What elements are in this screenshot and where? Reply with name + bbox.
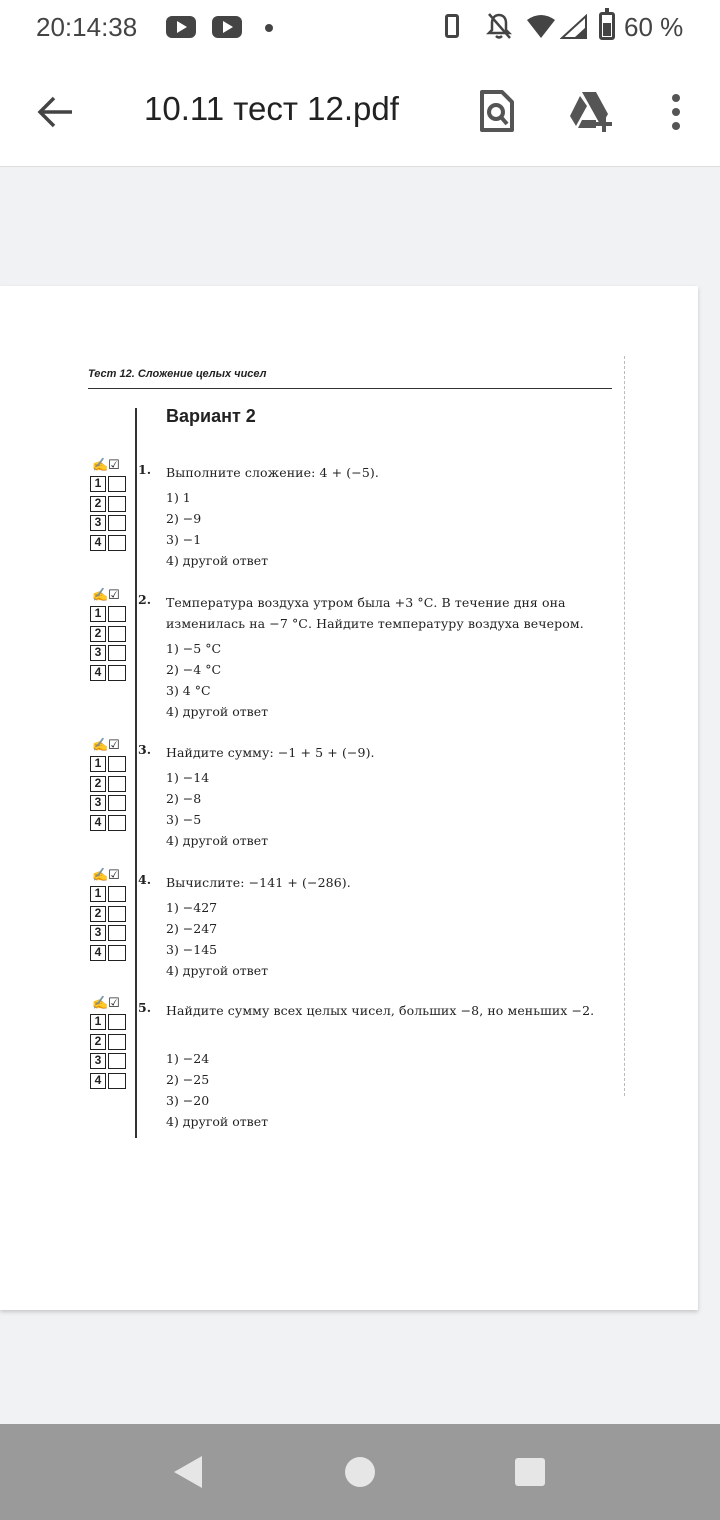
answer-boxes: [90, 1014, 126, 1092]
pdf-page: [0, 286, 698, 1310]
pencil-check-icon: ✍☑: [92, 458, 120, 473]
answer-checkbox: [108, 906, 126, 922]
answer-boxes: [90, 756, 126, 834]
header-rule: [88, 388, 612, 389]
answer-number: 3: [90, 515, 106, 531]
wifi-icon: [526, 14, 556, 40]
option: 4) другой ответ: [166, 963, 269, 978]
answer-number: 2: [90, 906, 106, 922]
option: 3) −1: [166, 532, 202, 547]
option: 1) −14: [166, 770, 210, 785]
option: 2) −4 °С: [166, 662, 222, 677]
back-triangle-icon[interactable]: [174, 1456, 202, 1488]
options-list: [166, 638, 268, 722]
answer-checkbox: [108, 606, 126, 622]
answer-checkbox: [108, 645, 126, 661]
answer-number: 4: [90, 665, 106, 681]
answer-number: 2: [90, 776, 106, 792]
answer-checkbox: [108, 626, 126, 642]
margin-rule: [135, 408, 137, 1138]
answer-checkbox: [108, 535, 126, 551]
youtube-icon: [212, 16, 242, 38]
nav-bar: [0, 1424, 720, 1520]
back-arrow-icon[interactable]: [36, 92, 76, 132]
answer-checkbox: [108, 925, 126, 941]
option: 1) −427: [166, 900, 218, 915]
answer-checkbox: [108, 1073, 126, 1089]
answer-number: 3: [90, 645, 106, 661]
option: 3) −5: [166, 812, 202, 827]
question-text: Найдите сумму: −1 + 5 + (−9).: [166, 745, 375, 760]
answer-boxes: [90, 886, 126, 964]
option: 4) другой ответ: [166, 833, 269, 848]
answer-number: 2: [90, 1034, 106, 1050]
answer-number: 3: [90, 795, 106, 811]
answer-number: 2: [90, 626, 106, 642]
question-number: 3.: [138, 742, 152, 757]
pencil-check-icon: ✍☑: [92, 996, 120, 1011]
app-bar: [0, 56, 720, 167]
signal-icon: [560, 14, 588, 40]
question-text: Найдите сумму всех целых чисел, больших −8, но меньших −2.: [166, 1003, 595, 1018]
option: 2) −8: [166, 791, 202, 806]
bell-off-icon: [486, 12, 512, 40]
home-circle-icon[interactable]: [345, 1457, 375, 1487]
answer-checkbox: [108, 665, 126, 681]
recents-square-icon[interactable]: [515, 1458, 545, 1486]
option: 4) другой ответ: [166, 1114, 269, 1129]
options-list: [166, 1048, 268, 1132]
question-text: Выполните сложение: 4 + (−5).: [166, 465, 379, 480]
pencil-check-icon: ✍☑: [92, 868, 120, 883]
variant-title: Вариант 2: [166, 406, 256, 426]
answer-number: 3: [90, 925, 106, 941]
answer-number: 1: [90, 1014, 106, 1030]
answer-number: 2: [90, 496, 106, 512]
answer-checkbox: [108, 795, 126, 811]
answer-number: 4: [90, 945, 106, 961]
test-header: Тест 12. Сложение целых чисел: [88, 368, 267, 380]
answer-number: 3: [90, 1053, 106, 1069]
answer-checkbox: [108, 1034, 126, 1050]
drive-add-icon[interactable]: [568, 88, 614, 134]
question-text: Вычислите: −141 + (−286).: [166, 875, 351, 890]
question-number: 1.: [138, 462, 152, 477]
options-list: [166, 897, 268, 981]
find-in-page-icon[interactable]: [474, 88, 520, 134]
answer-boxes: [90, 606, 126, 684]
option: 1) −24: [166, 1051, 210, 1066]
option: 2) −25: [166, 1072, 210, 1087]
question-number: 4.: [138, 872, 152, 887]
answer-number: 4: [90, 535, 106, 551]
question-number: 2.: [138, 592, 152, 607]
youtube-icon: [166, 16, 196, 38]
document-title: 10.11 тест 12.pdf: [144, 90, 399, 127]
status-bar: [0, 0, 720, 56]
answer-checkbox: [108, 515, 126, 531]
option: 3) −20: [166, 1093, 210, 1108]
answer-checkbox: [108, 1014, 126, 1030]
option: 1) −5 °С: [166, 641, 222, 656]
answer-number: 1: [90, 476, 106, 492]
answer-number: 1: [90, 886, 106, 902]
option: 1) 1: [166, 490, 191, 505]
answer-checkbox: [108, 1053, 126, 1069]
answer-number: 4: [90, 815, 106, 831]
answer-checkbox: [108, 756, 126, 772]
battery-icon: [599, 12, 615, 40]
option: 4) другой ответ: [166, 553, 269, 568]
more-vert-icon[interactable]: [668, 94, 684, 134]
dot-icon: [265, 24, 273, 32]
question-number: 5.: [138, 1000, 152, 1015]
answer-boxes: [90, 476, 126, 554]
page-edge-dashes: [624, 356, 625, 1096]
option: 3) 4 °С: [166, 683, 211, 698]
pencil-check-icon: ✍☑: [92, 738, 120, 753]
pencil-check-icon: ✍☑: [92, 588, 120, 603]
answer-checkbox: [108, 496, 126, 512]
phone-icon: [445, 14, 459, 38]
option: 4) другой ответ: [166, 704, 269, 719]
answer-checkbox: [108, 886, 126, 902]
answer-checkbox: [108, 945, 126, 961]
answer-number: 1: [90, 756, 106, 772]
battery-percent: 60 %: [624, 12, 684, 42]
option: 2) −9: [166, 511, 202, 526]
option: 2) −247: [166, 921, 218, 936]
answer-checkbox: [108, 476, 126, 492]
answer-number: 4: [90, 1073, 106, 1089]
answer-number: 1: [90, 606, 106, 622]
answer-checkbox: [108, 776, 126, 792]
answer-checkbox: [108, 815, 126, 831]
option: 3) −145: [166, 942, 218, 957]
options-list: [166, 487, 268, 571]
options-list: [166, 767, 268, 851]
status-time: 20:14:38: [36, 12, 138, 42]
question-text: Температура воздуха утром была +3 °С. В течение дня она изменилась на −7 °С. Найдите температуру воздуха вечером.: [166, 595, 584, 631]
